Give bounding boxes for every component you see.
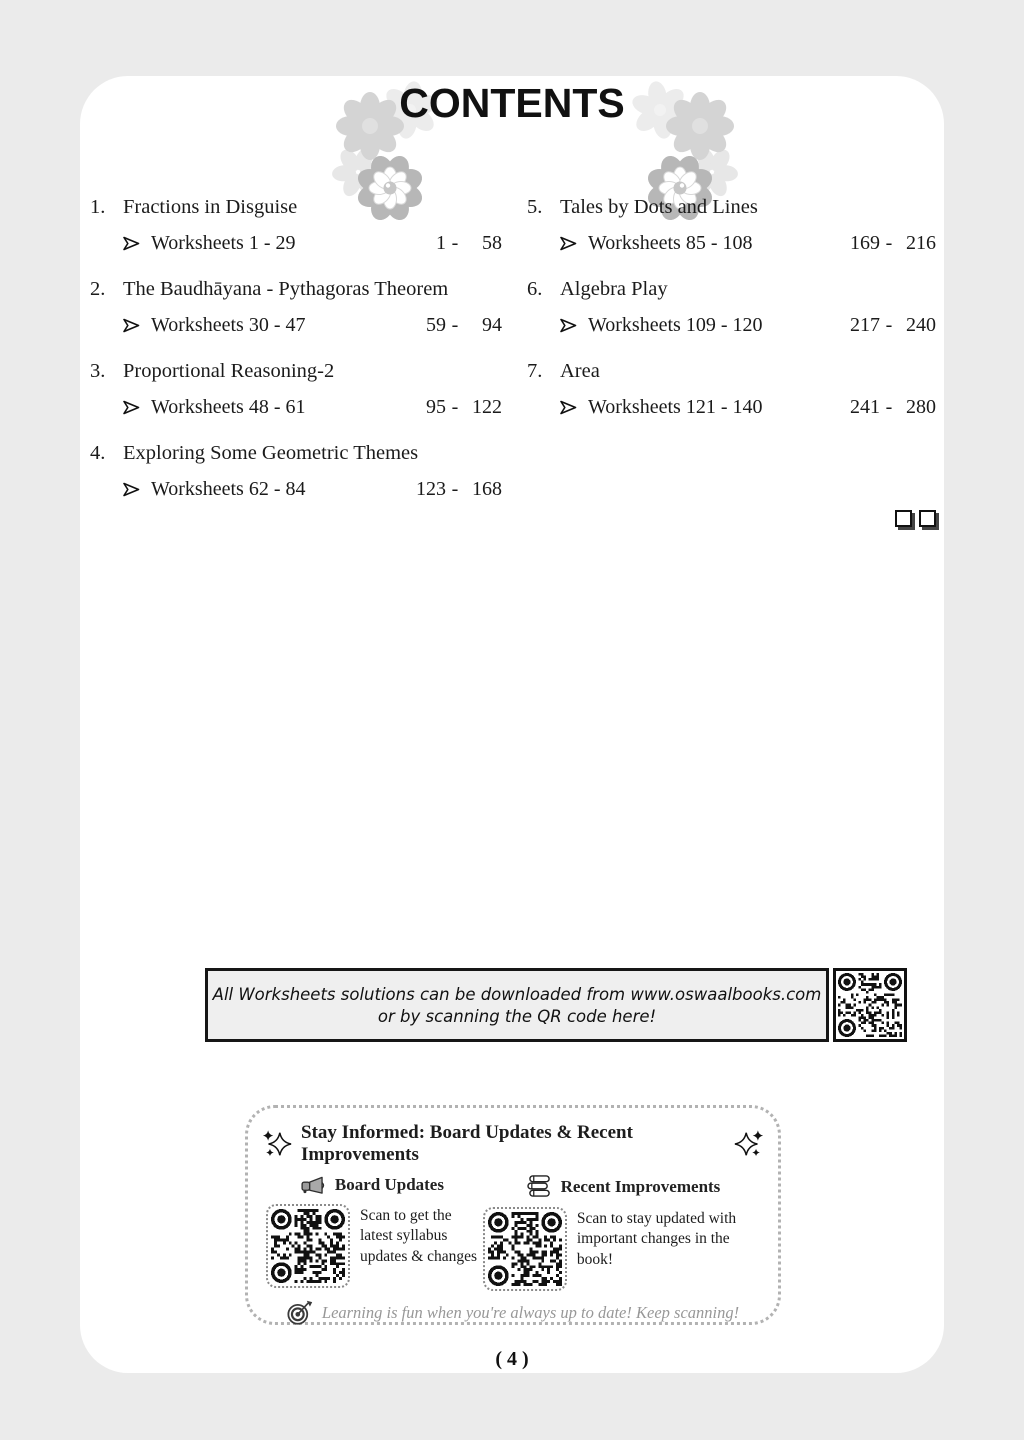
sparkle-icon xyxy=(262,1129,292,1159)
stay-informed-panel xyxy=(245,1105,781,1325)
stay-informed-footer: Learning is fun when you're always up to date! Keep scanning! xyxy=(321,1302,740,1322)
worksheets-range: Worksheets 85 - 108 xyxy=(588,232,753,254)
chapter-title: Tales by Dots and Lines xyxy=(560,196,758,218)
stay-informed-title: Stay Informed: Board Updates & Recent Improvements xyxy=(301,1122,633,1165)
arrow-bullet-icon xyxy=(123,236,140,251)
page-range: 1 - 58 xyxy=(436,232,502,254)
megaphone-icon xyxy=(301,1176,326,1195)
toc-item xyxy=(527,194,936,256)
arrow-bullet-icon xyxy=(123,482,140,497)
dart-target-icon xyxy=(287,1299,314,1326)
worksheets-range: Worksheets 48 - 61 xyxy=(151,396,306,418)
solutions-line2: or by scanning the QR code here! xyxy=(377,1006,657,1026)
chapter-number: 2. xyxy=(90,278,106,300)
end-square-icon xyxy=(895,510,912,527)
chapter-title: Algebra Play xyxy=(560,278,668,300)
worksheets-range: Worksheets 62 - 84 xyxy=(151,478,306,500)
solutions-text-box xyxy=(205,968,829,1042)
end-of-section-marks xyxy=(895,510,936,527)
arrow-bullet-icon xyxy=(560,236,577,251)
end-square-icon xyxy=(919,510,936,527)
recent-improvements-caption: Scan to stay updated with important changes in the book! xyxy=(576,1210,737,1268)
page-title: CONTENTS xyxy=(399,80,625,126)
recent-improvements-column xyxy=(483,1175,764,1291)
chapter-title: Fractions in Disguise xyxy=(123,196,298,218)
chapter-number: 4. xyxy=(90,442,106,464)
board-updates-qr-code-icon xyxy=(266,1204,350,1288)
arrow-bullet-icon xyxy=(560,400,577,415)
page-range: 95 - 122 xyxy=(426,396,502,418)
page-range: 241 - 280 xyxy=(850,396,936,418)
chapter-title: Area xyxy=(560,360,600,382)
arrow-bullet-icon xyxy=(560,318,577,333)
worksheets-range: Worksheets 109 - 120 xyxy=(588,314,763,336)
toc-item xyxy=(527,358,936,420)
chapter-title: Exploring Some Geometric Themes xyxy=(123,442,419,464)
contents-page xyxy=(80,76,944,1373)
chapter-number: 7. xyxy=(527,360,543,382)
recent-improvements-qr-code-icon xyxy=(483,1207,567,1291)
chapter-number: 5. xyxy=(527,196,543,218)
stay-informed-title-row xyxy=(262,1122,764,1166)
page-range: 59 - 94 xyxy=(426,314,502,336)
toc-item xyxy=(90,440,502,502)
toc-item xyxy=(90,358,502,420)
solutions-banner xyxy=(205,968,907,1042)
page-number: ( 4 ) xyxy=(495,1348,529,1370)
chapter-title: The Baudhāyana - Pythagoras Theorem xyxy=(123,278,449,300)
page-range: 217 - 240 xyxy=(850,314,936,336)
solutions-line1: All Worksheets solutions can be downloaded from www.oswaalbooks.com xyxy=(212,984,822,1004)
books-icon xyxy=(527,1175,552,1198)
chapter-number: 6. xyxy=(527,278,543,300)
page-range: 123 - 168 xyxy=(416,478,502,500)
worksheets-range: Worksheets 1 - 29 xyxy=(151,232,296,254)
arrow-bullet-icon xyxy=(123,400,140,415)
worksheets-range: Worksheets 30 - 47 xyxy=(151,314,306,336)
chapter-title: Proportional Reasoning-2 xyxy=(123,360,335,382)
page-range: 169 - 216 xyxy=(850,232,936,254)
arrow-bullet-icon xyxy=(123,318,140,333)
sparkle-icon xyxy=(734,1129,764,1159)
worksheets-range: Worksheets 121 - 140 xyxy=(588,396,763,418)
board-updates-column xyxy=(262,1175,483,1291)
chapter-number: 1. xyxy=(90,196,106,218)
board-updates-caption: Scan to get the latest syllabus updates & changes xyxy=(360,1207,478,1265)
recent-improvements-heading: Recent Improvements xyxy=(560,1176,721,1196)
solutions-qr-code-icon xyxy=(833,968,907,1042)
toc-item xyxy=(90,276,502,338)
chapter-number: 3. xyxy=(90,360,106,382)
toc-item xyxy=(90,194,502,256)
toc-column-right xyxy=(527,194,936,440)
toc-item xyxy=(527,276,936,338)
toc-column-left xyxy=(90,194,502,522)
board-updates-heading: Board Updates xyxy=(334,1175,444,1194)
